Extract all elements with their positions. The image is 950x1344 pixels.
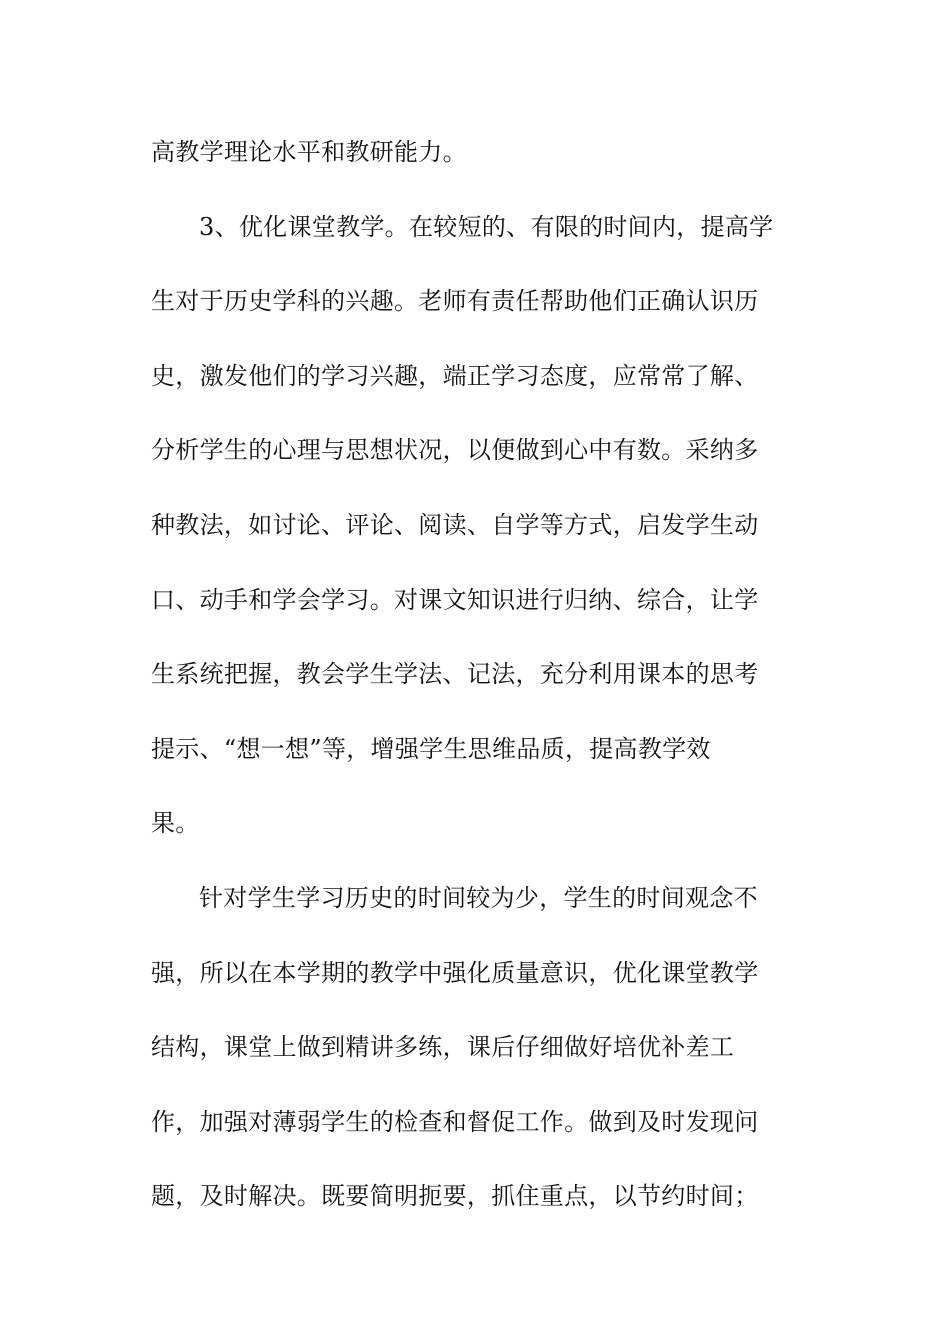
text-line: 高教学理论水平和教研能力。: [151, 138, 467, 166]
text-line: 题，及时解决。既要简明扼要，抓住重点，以节约时间；: [151, 1182, 759, 1211]
text-line: 针对学生学习历史的时间较为少，学生的时间观念不: [199, 883, 758, 912]
text-line: 口、动手和学会学习。对课文知识进行归纳、综合，让学: [151, 585, 759, 614]
text-line: 结构，课堂上做到精讲多练，课后仔细做好培优补差工: [151, 1033, 735, 1062]
text-line: 种教法，如讨论、评论、阅读、自学等方式，启发学生动: [151, 510, 759, 539]
text-line: 果。: [151, 809, 200, 838]
body-text: [151, 125, 811, 1244]
text-line: 生系统把握，教会学生学法、记法，充分利用课本的思考: [151, 660, 759, 689]
text-line: 史，激发他们的学习兴趣，端正学习态度，应常常了解、: [151, 361, 759, 390]
text-line: 作，加强对薄弱学生的检查和督促工作。做到及时发现问: [151, 1107, 759, 1136]
text-line: 强，所以在本学期的教学中强化质量意识，优化课堂教学: [151, 958, 759, 987]
text-line: 分析学生的心理与思想状况，以便做到心中有数。采纳多: [151, 436, 759, 465]
text-line: 3、优化课堂教学。在较短的、有限的时间内，提高学: [199, 212, 774, 241]
text-line: 生对于历史学科的兴趣。老师有责任帮助他们正确认识历: [151, 287, 759, 316]
text-line: 提示、“想一想”等，增强学生思维品质，提高教学效: [151, 734, 711, 763]
